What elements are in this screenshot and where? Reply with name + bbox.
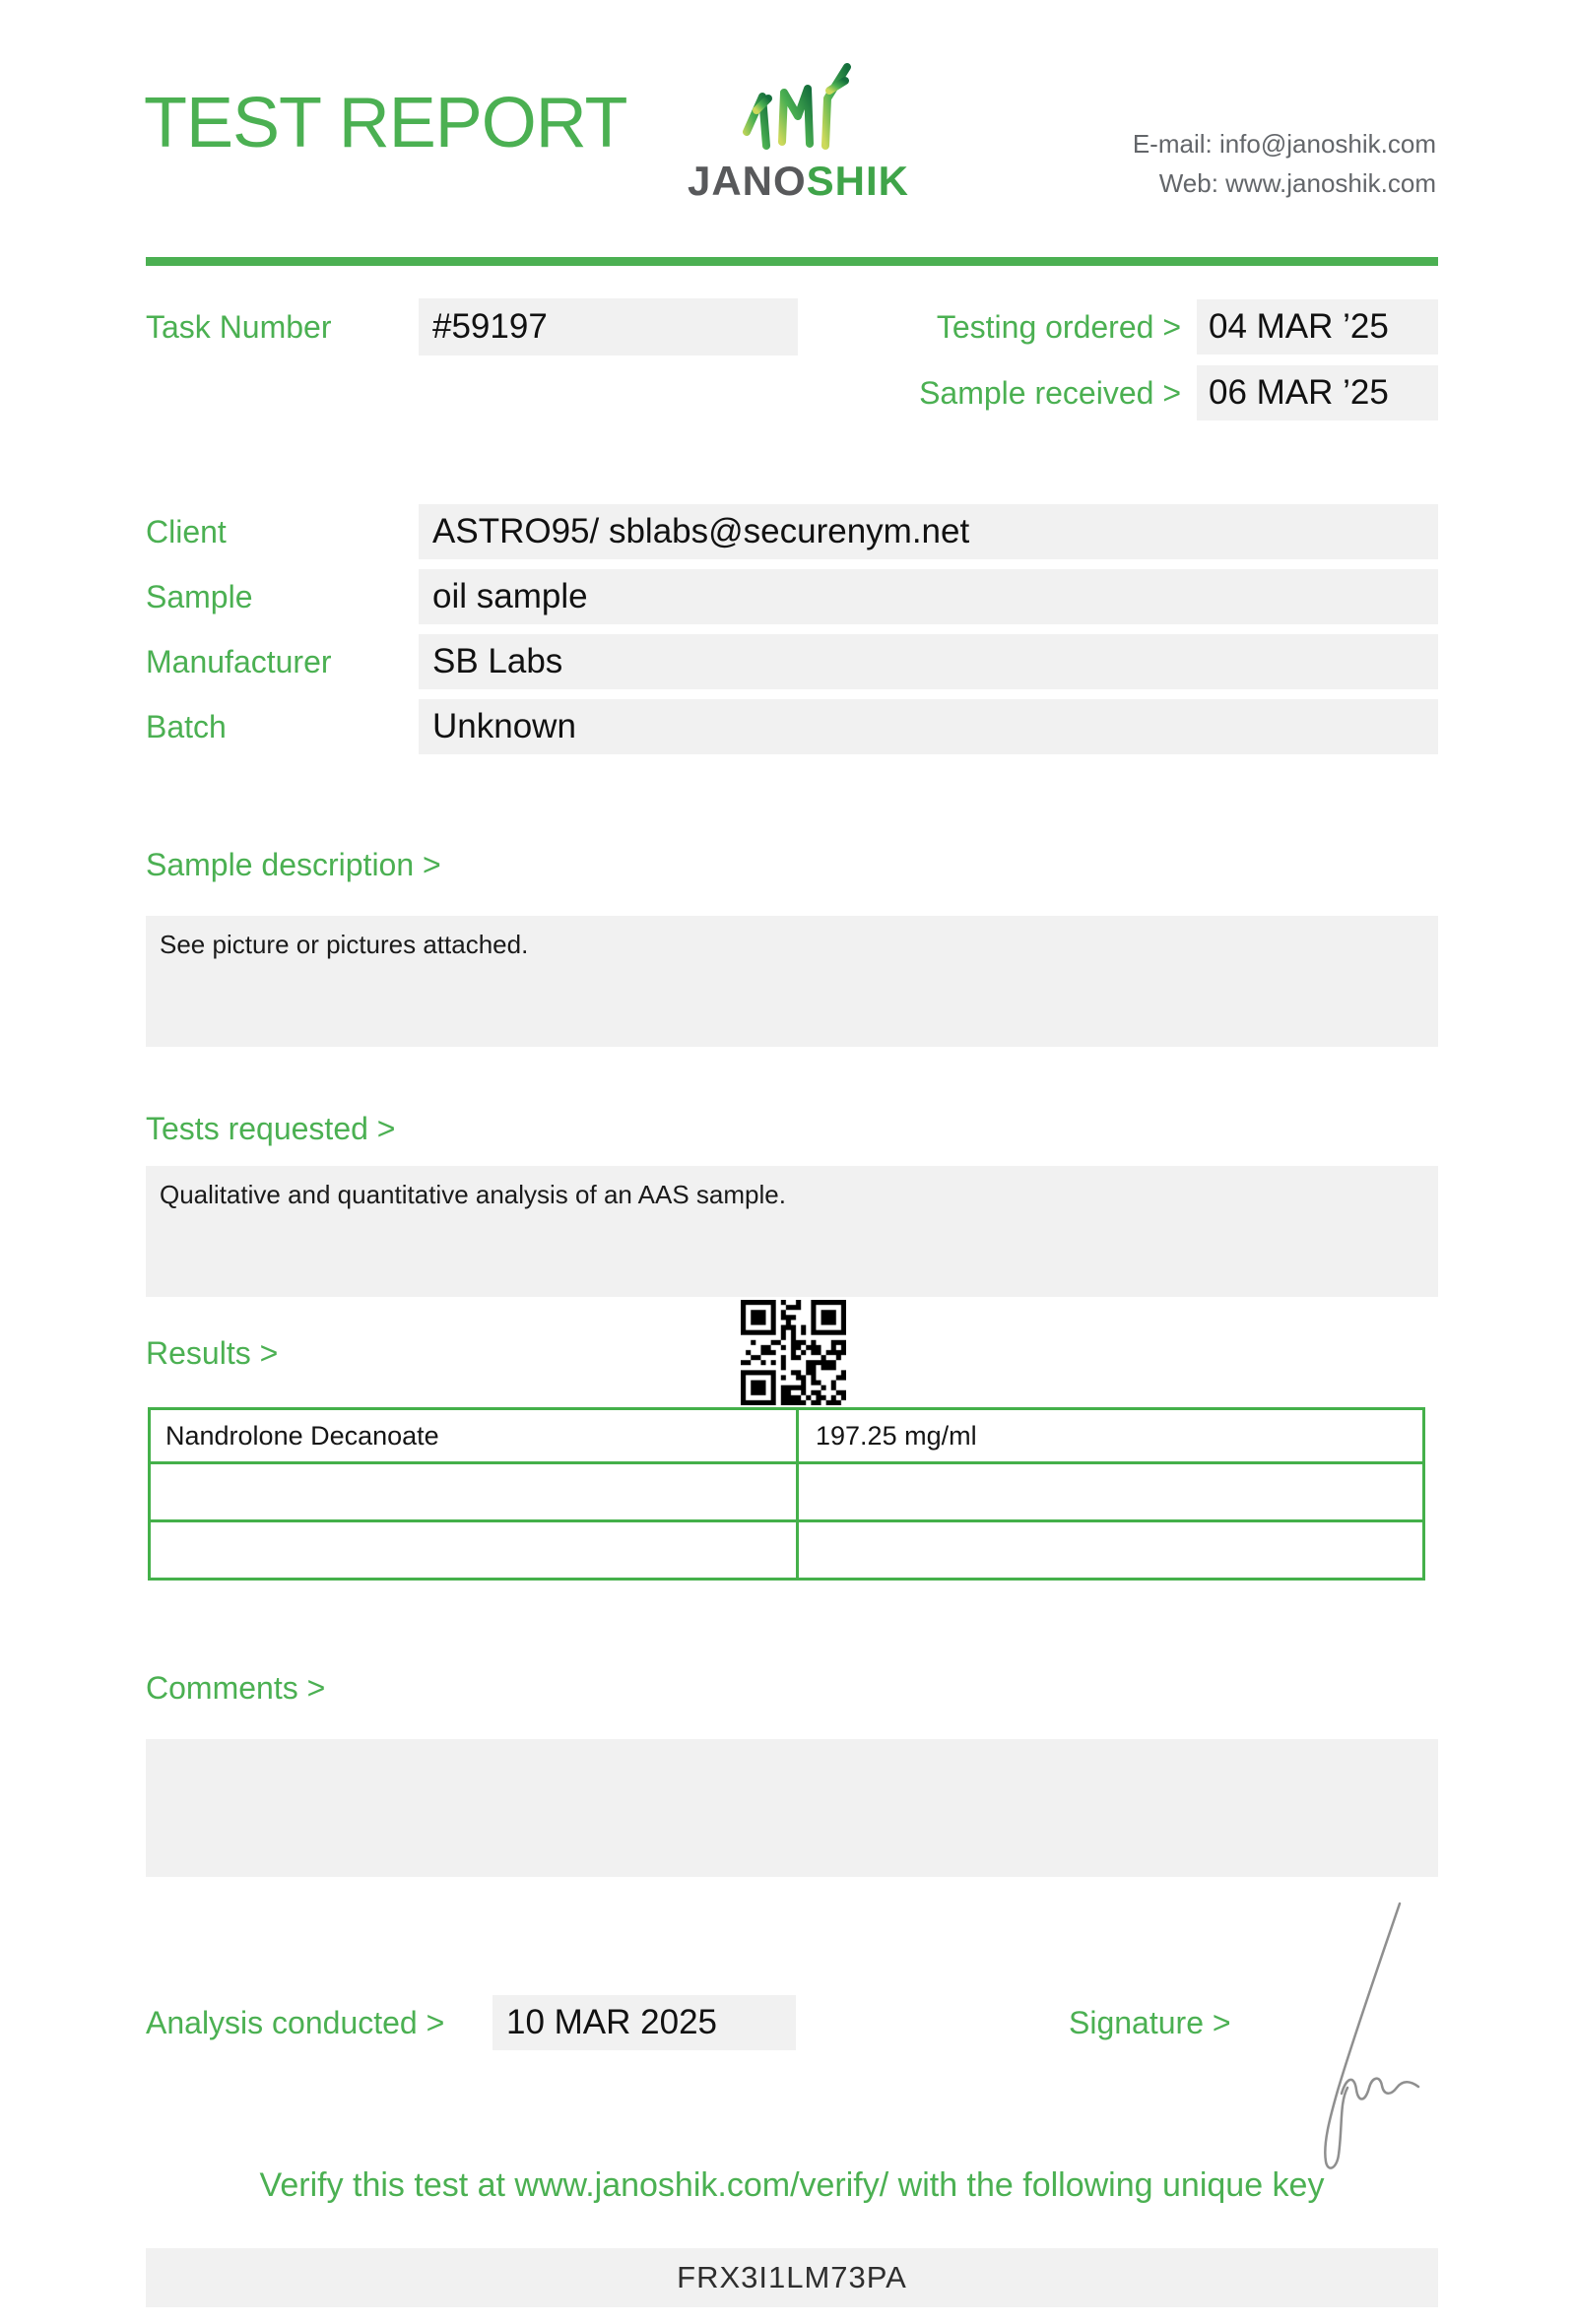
unique-key: FRX3I1LM73PA	[146, 2248, 1438, 2307]
result-concentration	[799, 1464, 1422, 1519]
sample-received-label: Sample received >	[919, 375, 1181, 411]
manufacturer-label: Manufacturer	[146, 644, 332, 679]
contact-email: E-mail: info@janoshik.com	[1132, 129, 1436, 159]
result-compound: Nandrolone Decanoate	[151, 1410, 799, 1461]
tests-requested-box	[146, 1166, 1438, 1297]
header-divider	[146, 257, 1438, 266]
logo-chart-icon	[735, 55, 863, 154]
testing-ordered-value: 04 MAR ’25	[1197, 299, 1438, 355]
contact-web: Web: www.janoshik.com	[1158, 168, 1436, 198]
batch-label: Batch	[146, 709, 227, 744]
sample-description-heading: Sample description >	[146, 847, 441, 882]
task-number-value: #59197	[419, 298, 798, 355]
qr-code	[741, 1300, 846, 1405]
sample-label: Sample	[146, 579, 253, 614]
comments-heading: Comments >	[146, 1670, 326, 1706]
logo-shik: SHIK	[806, 158, 910, 204]
results-heading: Results >	[146, 1335, 279, 1371]
result-compound	[151, 1464, 799, 1519]
analysis-conducted-date: 10 MAR 2025	[492, 1995, 796, 2050]
table-row	[151, 1410, 1422, 1461]
client-label: Client	[146, 514, 227, 549]
result-concentration	[799, 1522, 1422, 1578]
sample-received-value: 06 MAR ’25	[1197, 365, 1438, 420]
result-compound	[151, 1522, 799, 1578]
tests-requested-heading: Tests requested >	[146, 1111, 396, 1146]
comments-box	[146, 1739, 1438, 1877]
task-number-label: Task Number	[146, 309, 332, 345]
analysis-conducted-label: Analysis conducted >	[146, 2005, 445, 2040]
page-title: TEST REPORT	[144, 84, 627, 162]
sample-description-box	[146, 916, 1438, 1047]
tests-requested-text: Qualitative and quantitative analysis of an AAS sample.	[160, 1180, 786, 1209]
sample-description-text: See picture or pictures attached.	[160, 930, 529, 959]
table-row	[151, 1461, 1422, 1519]
logo-wordmark	[678, 158, 919, 205]
sample-value: oil sample	[419, 569, 1438, 624]
client-value: ASTRO95/ sblabs@securenym.net	[419, 504, 1438, 559]
signature-scribble	[1280, 1896, 1438, 2191]
testing-ordered-label: Testing ordered >	[936, 309, 1181, 345]
signature-label: Signature >	[1069, 2005, 1231, 2040]
testing-ordered-row	[937, 298, 1438, 355]
manufacturer-value: SB Labs	[419, 634, 1438, 689]
table-row	[151, 1519, 1422, 1578]
contact-info	[1133, 124, 1436, 203]
sample-received-row	[919, 364, 1438, 421]
batch-value: Unknown	[419, 699, 1438, 754]
result-concentration: 197.25 mg/ml	[816, 1420, 977, 1451]
logo-jano: JANO	[687, 158, 807, 204]
janoshik-logo	[678, 55, 919, 205]
verify-instruction: Verify this test at www.janoshik.com/verify/ with the following unique key	[259, 2166, 1325, 2204]
results-table	[148, 1407, 1425, 1581]
